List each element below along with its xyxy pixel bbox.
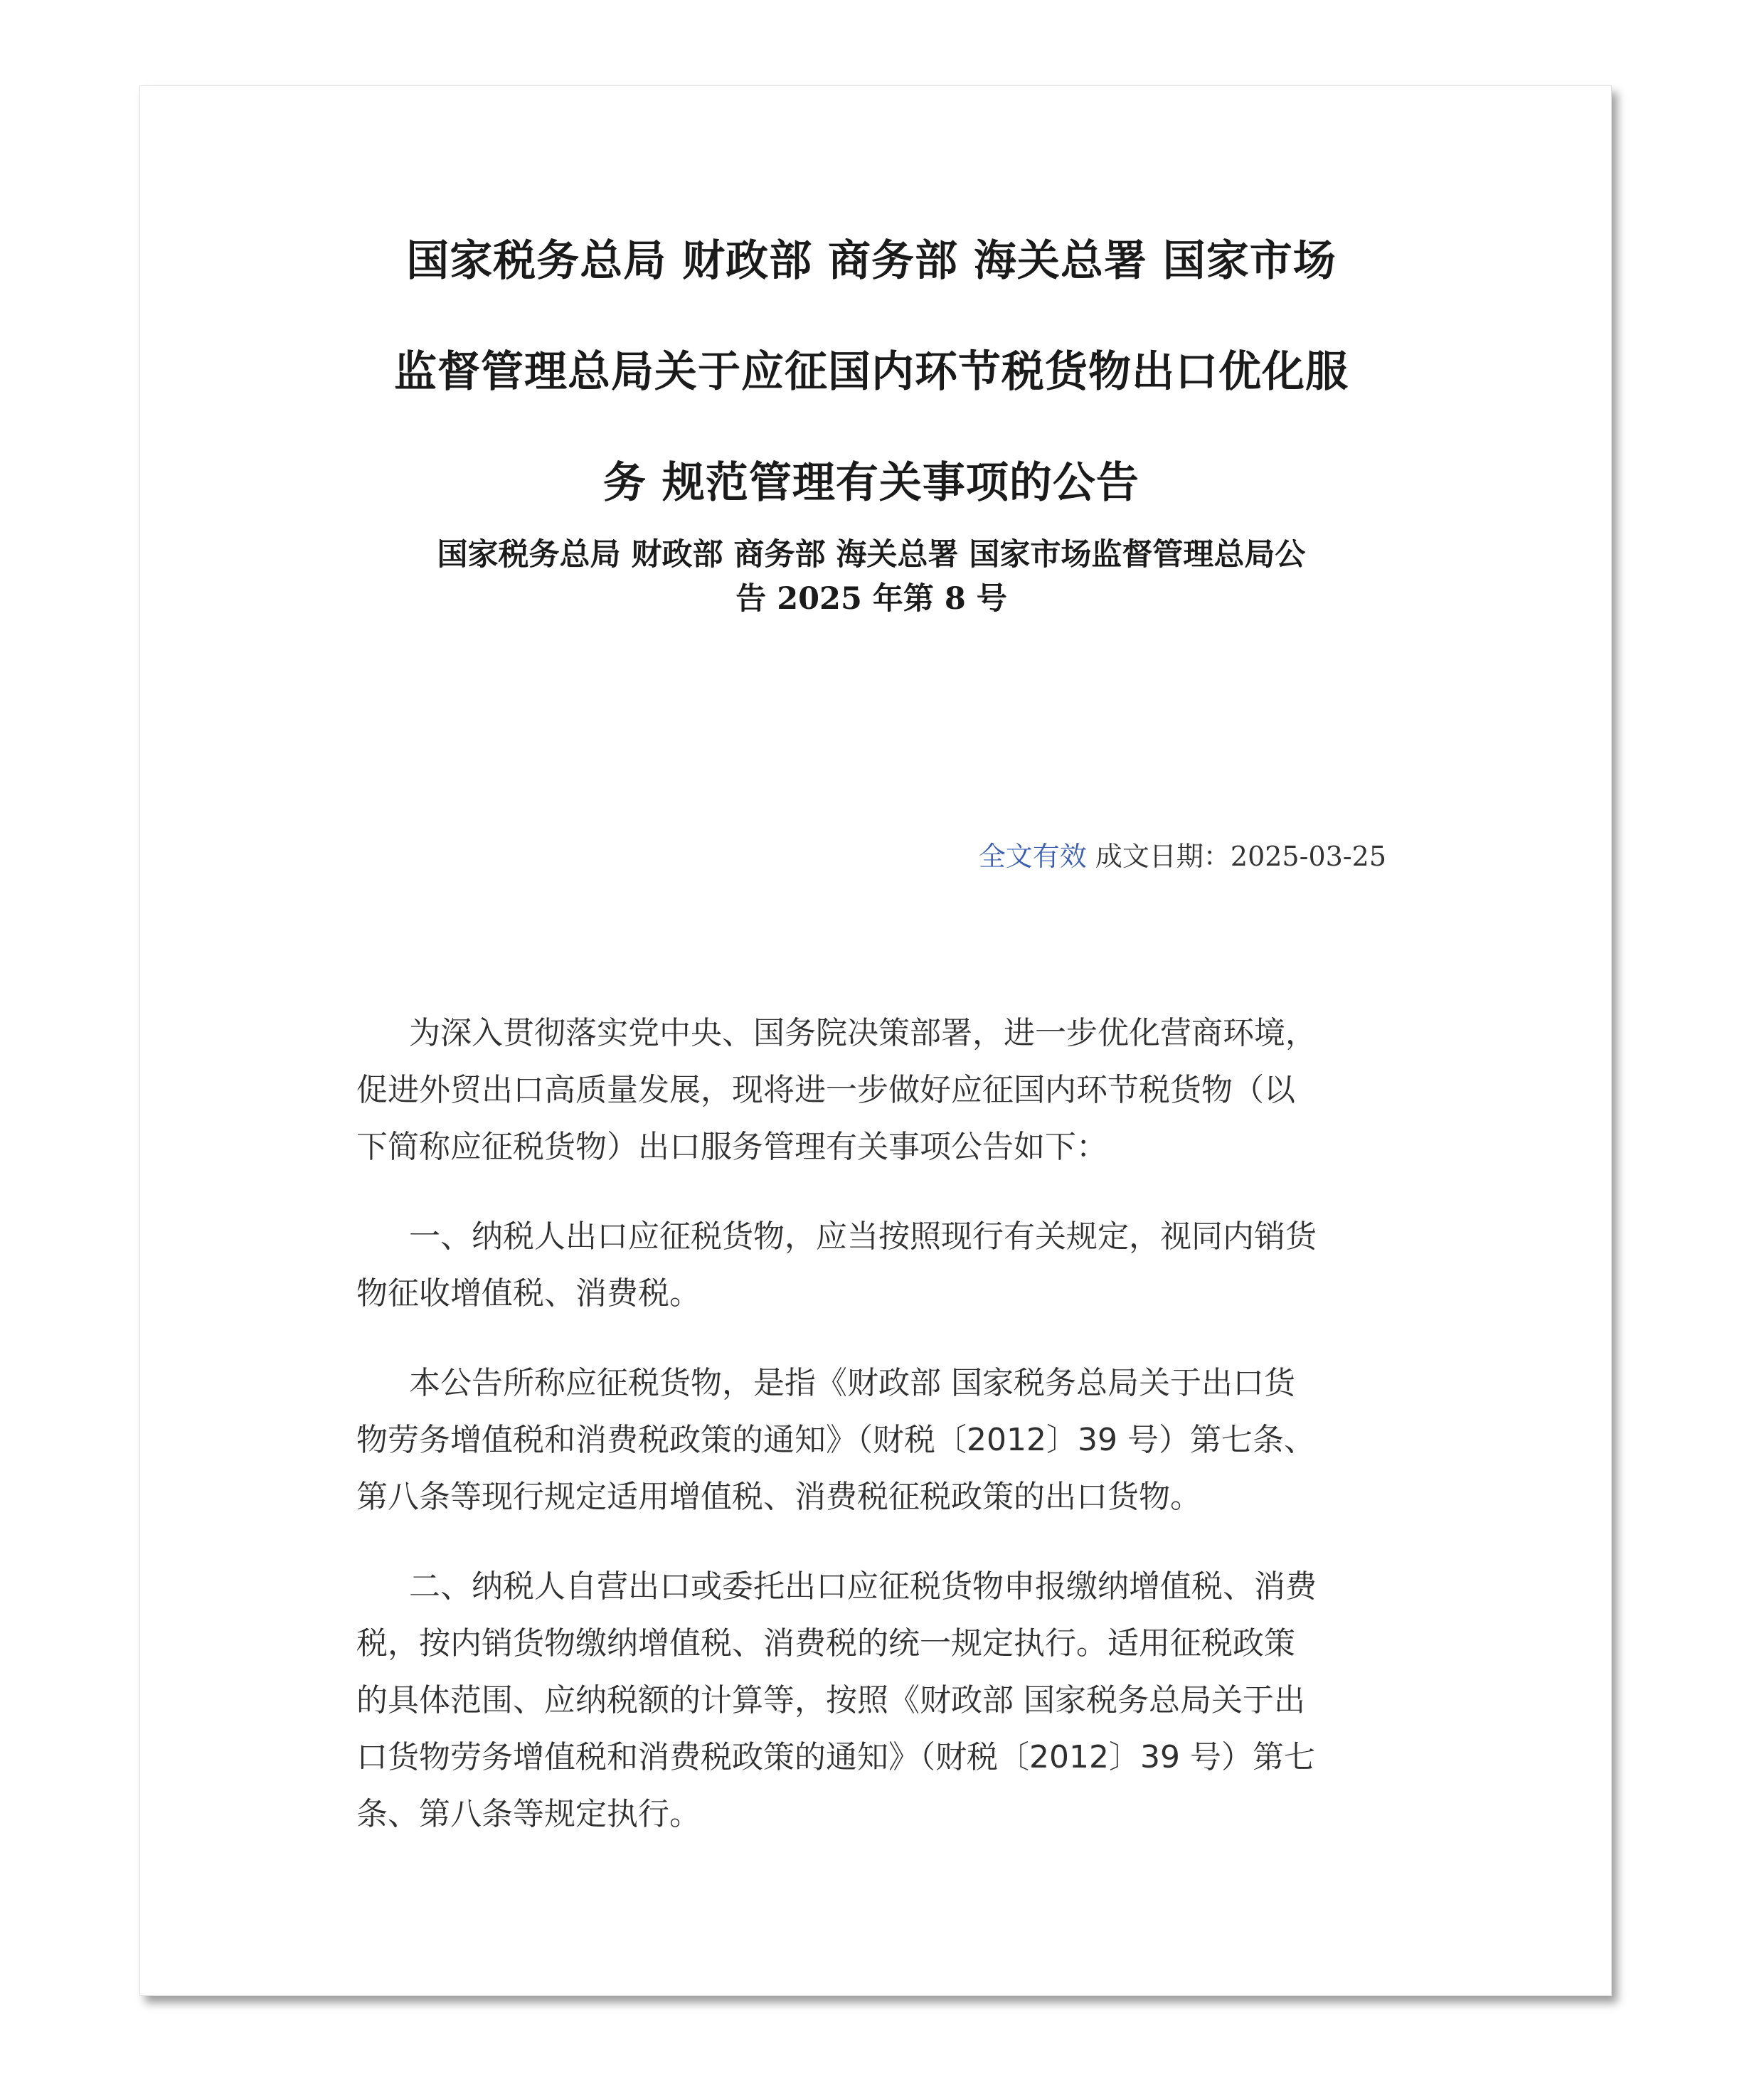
body-paragraph xyxy=(356,1005,1386,1176)
title-line: 监督管理总局关于应征国内环节税货物出口优化服 xyxy=(394,347,1349,397)
document-page xyxy=(139,85,1612,1996)
paragraph-line: 物劳务增值税和消费税政策的通知》（财税〔2012〕39 号）第七条、 xyxy=(356,1422,1315,1458)
paragraph-line: 第八条等现行规定适用增值税、消费税征税政策的出口货物。 xyxy=(356,1479,1201,1515)
paragraph-line: 税，按内销货物缴纳增值税、消费税的统一规定执行。适用征税政策 xyxy=(356,1625,1295,1662)
date-label: 成文日期： xyxy=(1095,841,1231,872)
paragraph-line: 一、纳税人出口应征税货物，应当按照现行有关规定，视同内销货 xyxy=(409,1218,1317,1255)
validity-status: 全文有效 xyxy=(978,841,1087,872)
body-paragraph xyxy=(356,1208,1386,1322)
document-body xyxy=(356,1005,1386,1876)
paragraph-line: 物征收增值税、消费税。 xyxy=(356,1275,701,1312)
paragraph-line: 条、第八条等规定执行。 xyxy=(356,1796,701,1832)
title-line: 国家税务总局 财政部 商务部 海关总署 国家市场 xyxy=(406,236,1337,286)
title-line: 务 规范管理有关事项的公告 xyxy=(603,458,1139,508)
paragraph-line: 口货物劳务增值税和消费税政策的通知》（财税〔2012〕39 号）第七 xyxy=(356,1739,1315,1775)
document-number-line: 国家税务总局 财政部 商务部 海关总署 国家市场监督管理总局公 xyxy=(437,537,1306,573)
paragraph-line: 本公告所称应征税货物，是指《财政部 国家税务总局关于出口货 xyxy=(409,1365,1295,1401)
document-title xyxy=(356,206,1386,538)
document-number-line: 告 2025 年第 8 号 xyxy=(735,581,1007,617)
paragraph-line: 促进外贸出口高质量发展，现将进一步做好应征国内环节税货物（以 xyxy=(356,1072,1295,1108)
document-meta xyxy=(356,839,1386,874)
paragraph-line: 的具体范围、应纳税额的计算等，按照《财政部 国家税务总局关于出 xyxy=(356,1682,1305,1718)
paragraph-line: 下简称应征税货物）出口服务管理有关事项公告如下： xyxy=(356,1129,1107,1165)
body-paragraph xyxy=(356,1355,1386,1526)
paragraph-line: 为深入贯彻落实党中央、国务院决策部署，进一步优化营商环境， xyxy=(409,1015,1317,1051)
paragraph-line: 二、纳税人自营出口或委托出口应征税货物申报缴纳增值税、消费 xyxy=(409,1568,1317,1605)
date-value: 2025-03-25 xyxy=(1230,841,1386,872)
document-number xyxy=(356,533,1386,621)
body-paragraph xyxy=(356,1558,1386,1843)
